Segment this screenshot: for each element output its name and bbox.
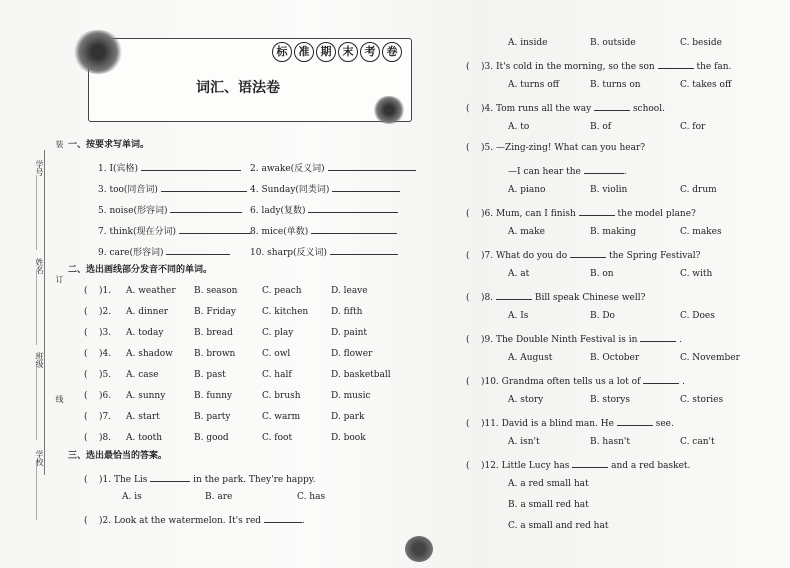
- option[interactable]: B. bread: [194, 328, 233, 338]
- option[interactable]: A. shadow: [126, 349, 173, 359]
- s1-item: 10. sharp(反义词): [250, 245, 398, 259]
- option[interactable]: C. warm: [262, 412, 301, 422]
- s1-item: 3. too(同音词): [98, 182, 247, 196]
- question-row: ( )10. Grandma often tells us a lot of .: [466, 374, 685, 388]
- option[interactable]: B. outside: [590, 38, 636, 48]
- option[interactable]: D. flower: [331, 349, 373, 359]
- option[interactable]: B. October: [590, 353, 640, 363]
- page-title: 词汇、语法卷: [196, 80, 280, 96]
- option[interactable]: C. half: [262, 370, 292, 380]
- section1-heading: 一、按要求写单词。: [68, 140, 150, 150]
- xian-mark: 线: [55, 395, 64, 403]
- option[interactable]: B. party: [194, 412, 231, 422]
- option[interactable]: C. foot: [262, 433, 293, 443]
- school-label: 学校: [35, 450, 44, 466]
- question-row: ( )2. Look at the watermelon. It's red .: [84, 513, 305, 527]
- option[interactable]: C. beside: [680, 38, 722, 48]
- option[interactable]: A. to: [508, 122, 530, 132]
- option[interactable]: D. fifth: [331, 307, 363, 317]
- option[interactable]: A. tooth: [126, 433, 163, 443]
- option[interactable]: C. brush: [262, 391, 301, 401]
- option[interactable]: B. hasn't: [590, 437, 631, 447]
- s1-item: 8. mice(单数): [250, 224, 397, 238]
- s1-item: 5. noise(形容词): [98, 203, 242, 217]
- option[interactable]: A. Is: [508, 311, 529, 321]
- option[interactable]: C. a small and red hat: [508, 521, 609, 531]
- option[interactable]: C. with: [680, 269, 713, 279]
- option[interactable]: C. takes off: [680, 80, 732, 90]
- option[interactable]: A. isn't: [508, 437, 540, 447]
- zhuang-mark: 装: [55, 140, 64, 148]
- option[interactable]: D. basketball: [331, 370, 391, 380]
- option[interactable]: C. owl: [262, 349, 291, 359]
- question-row: ( )9. The Double Ninth Festival is in .: [466, 332, 682, 346]
- option[interactable]: B. storys: [590, 395, 630, 405]
- question-row: ( )5.: [84, 370, 112, 380]
- name-label: 姓名: [35, 258, 44, 274]
- option[interactable]: A. story: [508, 395, 544, 405]
- question-row: ( )4.: [84, 349, 112, 359]
- question-row: ( )12. Little Lucy has and a red basket.: [466, 458, 690, 472]
- option[interactable]: B. Do: [590, 311, 615, 321]
- option[interactable]: A. sunny: [126, 391, 166, 401]
- option[interactable]: A. inside: [508, 38, 548, 48]
- s1-item: 1. I(宾格): [98, 161, 241, 175]
- option[interactable]: A. make: [508, 227, 545, 237]
- option[interactable]: C. drum: [680, 185, 717, 195]
- s1-item: 2. awake(反义词): [250, 161, 416, 175]
- option[interactable]: A. start: [126, 412, 160, 422]
- option[interactable]: A. piano: [508, 185, 546, 195]
- ding-mark: 订: [55, 275, 64, 283]
- question-row: ( )8.: [84, 433, 112, 443]
- option[interactable]: A. a red small hat: [508, 479, 589, 489]
- option[interactable]: B. on: [590, 269, 614, 279]
- option[interactable]: A. is: [122, 492, 142, 502]
- option[interactable]: C. November: [680, 353, 740, 363]
- option[interactable]: A. August: [508, 353, 553, 363]
- option[interactable]: A. dinner: [126, 307, 169, 317]
- option[interactable]: B. past: [194, 370, 226, 380]
- option[interactable]: B. funny: [194, 391, 233, 401]
- class-label: 班级: [35, 352, 44, 368]
- option[interactable]: C. peach: [262, 286, 302, 296]
- option[interactable]: C. can't: [680, 437, 715, 447]
- option[interactable]: C. for: [680, 122, 706, 132]
- option[interactable]: B. violin: [590, 185, 628, 195]
- s1-item: 4. Sunday(同类词): [250, 182, 400, 196]
- option[interactable]: C. makes: [680, 227, 722, 237]
- question-row: ( )8. Bill speak Chinese well?: [466, 290, 645, 304]
- exam-badge: 标 准 期 末 考 卷: [272, 42, 402, 62]
- option[interactable]: C. Does: [680, 311, 715, 321]
- option[interactable]: A. case: [126, 370, 159, 380]
- question-row: ( )3. It's cold in the morning, so the son the fan.: [466, 59, 731, 73]
- question-row: ( )11. David is a blind man. He see.: [466, 416, 674, 430]
- section2-heading: 二、选出画线部分发音不同的单词。: [68, 265, 213, 275]
- question-row: ( )3.: [84, 328, 112, 338]
- mascot-icon: [405, 536, 433, 562]
- question-row: ( )5. —Zing-zing! What can you hear?: [466, 143, 646, 153]
- question-row: ( )7. What do you do the Spring Festival?: [466, 248, 700, 262]
- question-row: ( )1. The Lis in the park. They're happy.: [84, 472, 316, 486]
- option[interactable]: D. park: [331, 412, 365, 422]
- option[interactable]: B. Friday: [194, 307, 236, 317]
- option[interactable]: C. play: [262, 328, 294, 338]
- option[interactable]: C. stories: [680, 395, 724, 405]
- option[interactable]: D. paint: [331, 328, 368, 338]
- question-row: ( )7.: [84, 412, 112, 422]
- option[interactable]: B. of: [590, 122, 612, 132]
- option[interactable]: B. brown: [194, 349, 236, 359]
- option[interactable]: A. today: [126, 328, 164, 338]
- option[interactable]: C. kitchen: [262, 307, 309, 317]
- option[interactable]: C. has: [297, 492, 326, 502]
- option[interactable]: B. turns on: [590, 80, 641, 90]
- option[interactable]: D. leave: [331, 286, 368, 296]
- flower-ornament-icon: [372, 96, 406, 124]
- option[interactable]: A. at: [508, 269, 530, 279]
- binding-line: [44, 150, 45, 475]
- option[interactable]: D. book: [331, 433, 366, 443]
- question-row: ( )1.: [84, 286, 112, 296]
- flower-ornament-icon: [72, 30, 124, 74]
- s1-item: 7. think(现在分词): [98, 224, 251, 238]
- number-label: 学号: [35, 160, 44, 176]
- option[interactable]: B. season: [194, 286, 238, 296]
- option[interactable]: D. music: [331, 391, 371, 401]
- option[interactable]: B. making: [590, 227, 637, 237]
- question-row: ( )6. Mum, can I finish the model plane?: [466, 206, 696, 220]
- question-row: ( )4. Tom runs all the way school.: [466, 101, 665, 115]
- question-row: ( )2.: [84, 307, 112, 317]
- option[interactable]: B. are: [205, 492, 233, 502]
- s1-item: 6. lady(复数): [250, 203, 398, 217]
- option[interactable]: B. a small red hat: [508, 500, 589, 510]
- question-subline: —I can hear the .: [508, 164, 627, 178]
- s1-item: 9. care(形容词): [98, 245, 230, 259]
- option[interactable]: A. turns off: [508, 80, 560, 90]
- section3-heading: 三、选出最恰当的答案。: [68, 451, 168, 461]
- option[interactable]: A. weather: [126, 286, 176, 296]
- option[interactable]: B. good: [194, 433, 229, 443]
- question-row: ( )6.: [84, 391, 112, 401]
